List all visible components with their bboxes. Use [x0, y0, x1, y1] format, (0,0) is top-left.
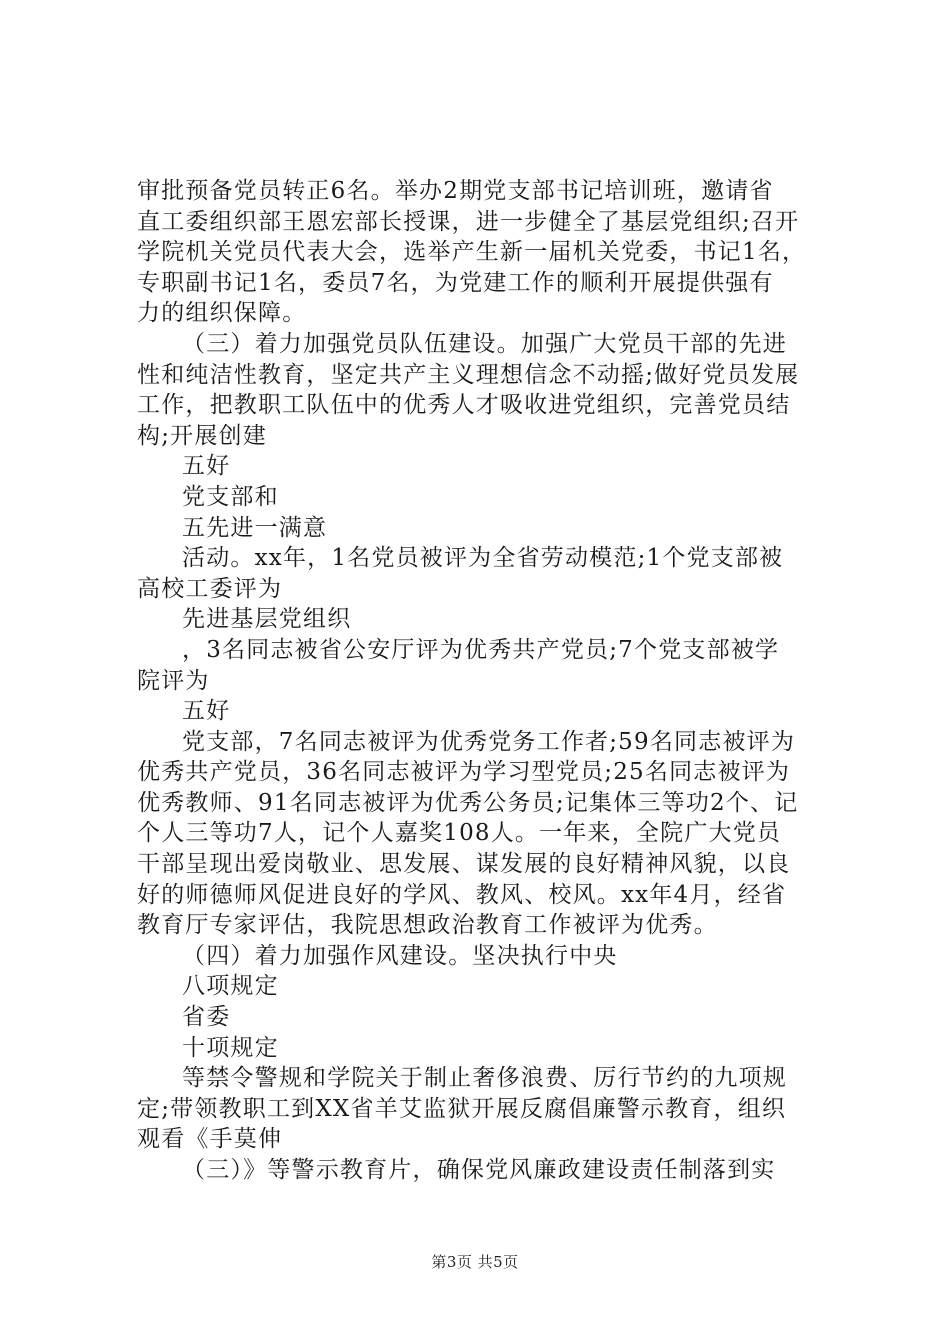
text-line: 审批预备党员转正6名。举办2期党支部书记培训班，邀请省 — [137, 178, 774, 204]
text-line: 好的师德师风促进良好的学风、教风、校风。xx年4月，经省 — [137, 881, 787, 908]
text-line: 高校工委评为 — [137, 575, 283, 602]
text-line: 党支部，7名同志被评为优秀党务工作者;59名同志被评为 — [182, 728, 796, 755]
text-line: 五先进一满意 — [182, 514, 328, 541]
text-line: 先进基层党组织 — [182, 606, 352, 633]
text-line: 等禁令警规和学院关于制止奢侈浪费、厉行节约的九项规 — [182, 1065, 787, 1092]
text-line: 教育厅专家评估，我院思想政治教育工作被评为优秀。 — [137, 912, 718, 939]
text-line: 专职副书记1名，委员7名，为党建工作的顺利开展提供强有 — [137, 269, 774, 296]
text-line: （四）着力加强作风建设。坚决执行中央 — [182, 942, 618, 969]
text-line: 十项规定 — [182, 1034, 279, 1061]
text-line: 定;带领教职工到XX省羊艾监狱开展反腐倡廉警示教育，组织 — [137, 1095, 787, 1122]
text-line: 党支部和 — [182, 483, 279, 510]
text-line: 干部呈现出爱岗敬业、思发展、谋发展的良好精神风貌，以良 — [137, 851, 791, 878]
text-line: 观看《手莫伸 — [137, 1126, 283, 1153]
text-line: 性和纯洁性教育，坚定共产主义理想信念不动摇;做好党员发展 — [137, 361, 800, 388]
text-line: 直工委组织部王恩宏部长授课，进一步健全了基层党组织;召开 — [137, 208, 800, 235]
text-line: 五好 — [182, 453, 231, 480]
text-line: 活动。xx年，1名党员被评为全省劳动模范;1个党支部被 — [182, 545, 784, 572]
text-line: 五好 — [182, 698, 231, 725]
text-line: 构;开展创建 — [137, 422, 267, 449]
text-line: 省委 — [182, 1004, 231, 1031]
text-line: ，3名同志被省公安厅评为优秀共产党员;7个党支部被学 — [182, 636, 780, 663]
text-line: （三）着力加强党员队伍建设。加强广大党员干部的先进 — [182, 330, 787, 357]
document-body — [137, 176, 817, 1186]
text-line: 院评为 — [137, 667, 210, 694]
text-line: 工作，把教职工队伍中的优秀人才吸收进党组织，完善党员结 — [137, 392, 791, 419]
page-footer: 第3页 共5页 — [431, 1253, 519, 1271]
text-line: 力的组织保障。 — [137, 300, 307, 327]
text-line: 优秀教师、91名同志被评为优秀公务员;记集体三等功2个、记 — [137, 789, 799, 816]
text-line: 学院机关党员代表大会，选举产生新一届机关党委，书记1名， — [137, 239, 807, 266]
text-line: （三）》等警示教育片，确保党风廉政建设责任制落到实 — [182, 1157, 776, 1183]
text-line: 个人三等功7人，记个人嘉奖108人。一年来，全院广大党员 — [137, 820, 782, 847]
text-line: 优秀共产党员，36名同志被评为学习型党员;25名同志被评为 — [137, 759, 791, 786]
text-line: 八项规定 — [182, 973, 279, 1000]
